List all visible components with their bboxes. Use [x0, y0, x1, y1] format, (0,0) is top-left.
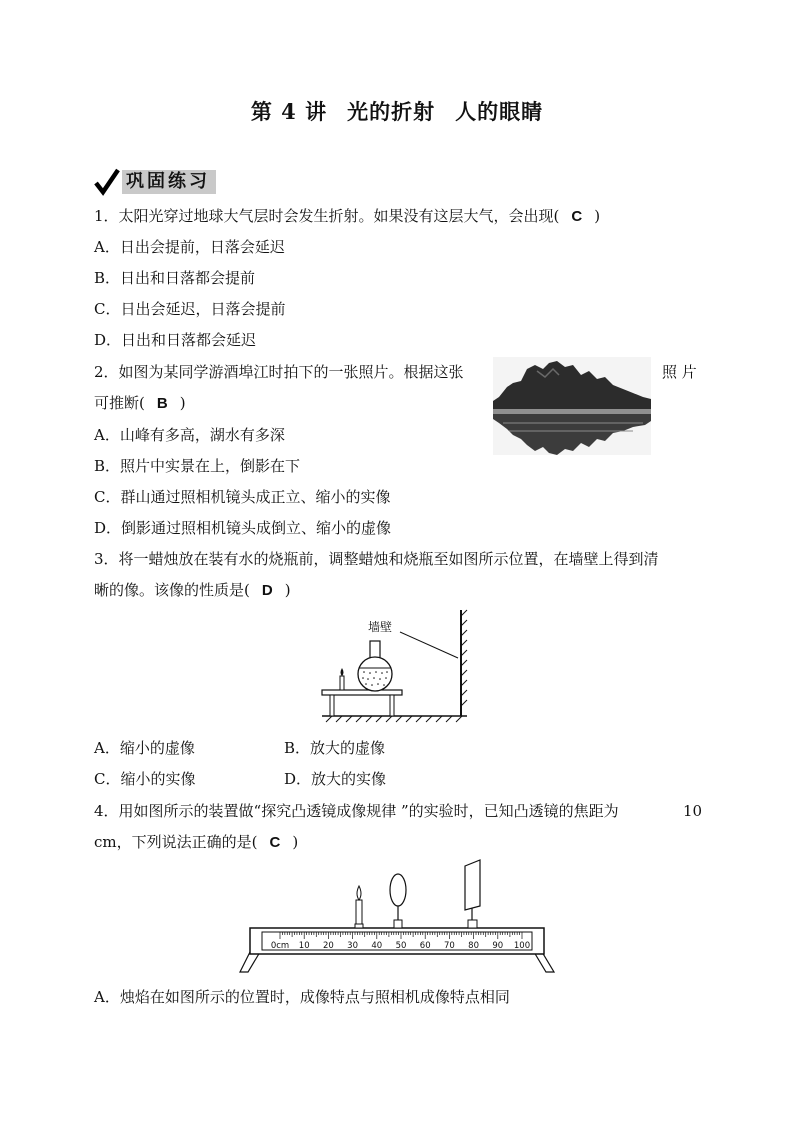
scale-label: 50 — [395, 941, 407, 951]
scale-label: 80 — [468, 941, 480, 951]
scale-label: 0cm — [270, 941, 290, 951]
question-2-stem-line1: 2．如图为某同学游酒埠江时拍下的一张照片。根据这张 — [94, 363, 464, 381]
flask-bulb — [358, 657, 392, 691]
bench-candle-flame — [357, 886, 361, 900]
table-top — [322, 690, 402, 695]
bench-candle — [356, 900, 362, 924]
question-4-stem-tail: 10 — [683, 802, 703, 820]
question-3-stem-line1: 3．将一蜡烛放在装有水的烧瓶前，调整蜡烛和烧瓶至如图所示位置，在墙壁上得到清 — [94, 550, 659, 568]
table-leg-right — [390, 695, 394, 716]
question-3-option-c: C．缩小的实像 — [94, 770, 196, 788]
question-3-option-b: B．放大的虚像 — [284, 739, 386, 757]
question-2-option-a: A．山峰有多高，湖水有多深 — [94, 426, 285, 444]
question-4-answer: C — [269, 834, 281, 851]
scale-label: 30 — [347, 941, 359, 951]
optical-bench-figure — [236, 858, 558, 978]
page-title: 第 4 讲 光的折射 人的眼睛 — [250, 99, 544, 124]
candle-holder — [355, 924, 363, 928]
convex-lens — [390, 874, 406, 906]
question-2-option-b: B．照片中实景在上，倒影在下 — [94, 457, 301, 475]
scale-label: 40 — [371, 941, 383, 951]
scale-label: 70 — [443, 941, 455, 951]
question-2-stem-tail: 照 片 — [662, 363, 697, 381]
question-2-option-c: C．群山通过照相机镜头成正立、缩小的实像 — [94, 488, 391, 506]
question-4-stem-line2: cm，下列说法正确的是( C ) — [94, 833, 299, 851]
candle — [340, 676, 344, 690]
scale-label: 60 — [419, 941, 431, 951]
bench-leg-right — [534, 952, 554, 972]
question-2-stem-line2: 可推断( B ) — [94, 394, 186, 412]
section-label: 巩固练习 — [122, 170, 216, 194]
question-1-stem: 1．太阳光穿过地球大气层时会发生折射。如果没有这层大气，会出现( C ) — [94, 207, 601, 225]
scale-label: 10 — [298, 941, 310, 951]
scale-label: 100 — [513, 941, 531, 951]
scale-label: 20 — [322, 941, 334, 951]
question-2-answer: B — [156, 395, 168, 412]
lake-photo — [493, 357, 651, 455]
question-1-option-c: C．日出会延迟，日落会提前 — [94, 300, 286, 318]
lens-holder — [394, 920, 402, 928]
question-1-option-a: A．日出会提前，日落会延迟 — [94, 238, 285, 256]
bench-leg-left — [240, 952, 260, 972]
candle-flame — [341, 668, 344, 676]
checkmark-icon — [94, 168, 120, 196]
screen-holder — [468, 920, 477, 928]
question-2-option-d: D．倒影通过照相机镜头成倒立、缩小的虚像 — [94, 519, 392, 537]
shoreline — [493, 409, 651, 414]
question-1-option-d: D．日出和日落都会延迟 — [94, 331, 257, 349]
light-screen — [465, 860, 480, 910]
question-1-answer: C — [571, 208, 583, 225]
question-3-option-d: D．放大的实像 — [284, 770, 387, 788]
question-3-option-a: A．缩小的虚像 — [94, 739, 195, 757]
table-leg-left — [330, 695, 334, 716]
question-3-stem-line2: 晰的像。该像的性质是( D ) — [94, 581, 291, 599]
flask-neck — [370, 641, 380, 659]
question-3-answer: D — [261, 582, 273, 599]
question-4-option-a: A．烛焰在如图所示的位置时，成像特点与照相机成像特点相同 — [94, 988, 510, 1006]
question-4-stem-line1: 4．用如图所示的装置做“探究凸透镜成像规律 ”的实验时，已知凸透镜的焦距为 — [94, 802, 619, 820]
wall-pointer — [400, 632, 458, 658]
wall-label: 墙壁 — [368, 620, 393, 634]
scale-label: 90 — [492, 941, 504, 951]
question-1-option-b: B．日出和日落都会提前 — [94, 269, 256, 287]
candle-flask-figure — [318, 606, 478, 724]
